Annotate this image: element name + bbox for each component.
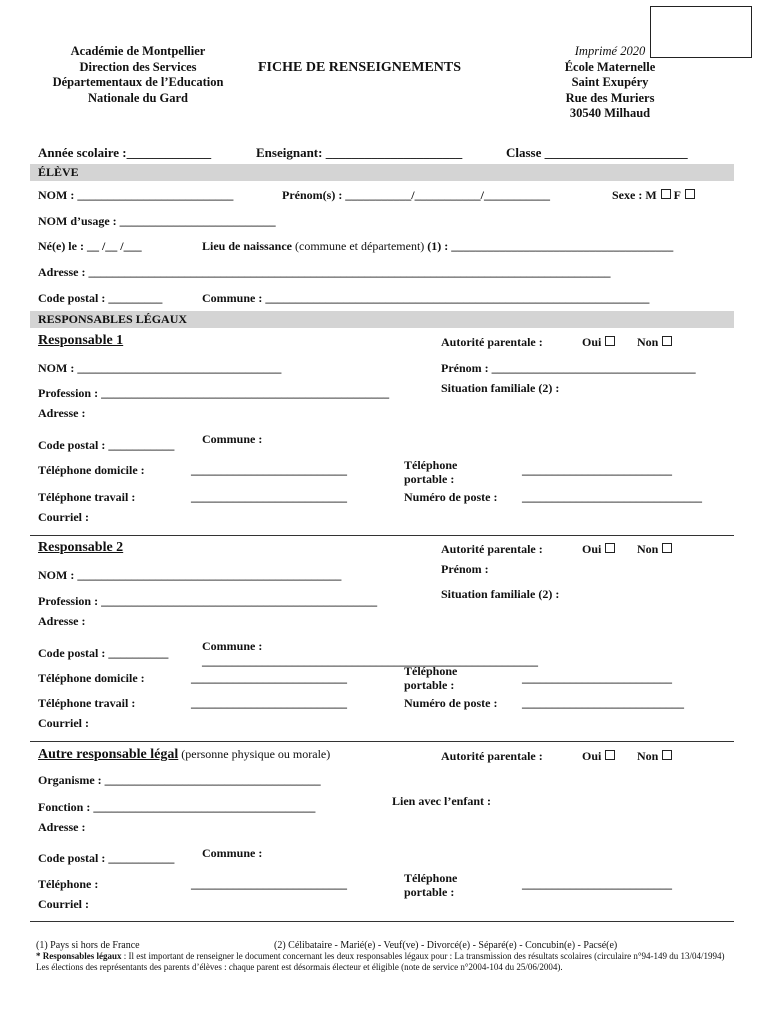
address-field[interactable]: Adresse : _______________________________________________________________________________________ — [38, 265, 611, 279]
sex-label: Sexe : M — [612, 188, 657, 202]
r1-address-label: Adresse : — [38, 406, 86, 420]
r2-mobile-label — [404, 664, 457, 692]
birthplace-label: Lieu de naissance — [202, 239, 293, 253]
organism-field[interactable]: Organisme : ____________________________________ — [38, 773, 321, 787]
r3-postal-code-field[interactable]: Code postal : ___________ — [38, 851, 175, 865]
r2-non-checkbox[interactable] — [662, 543, 672, 553]
r3-address-label: Adresse : — [38, 820, 86, 834]
r3-non-checkbox[interactable] — [662, 750, 672, 760]
school-line: Rue des Muriers — [565, 90, 655, 105]
r3-phone-label: Téléphone : — [38, 877, 99, 891]
r2-city-label: Commune : — [202, 639, 263, 653]
r1-autorite-label: Autorité parentale : — [441, 335, 543, 349]
school-line: École Maternelle — [564, 59, 656, 74]
r1-name-field[interactable]: NOM : __________________________________ — [38, 361, 282, 375]
sex-m-checkbox[interactable] — [661, 189, 671, 199]
section-eleve: ÉLÈVE — [30, 164, 734, 181]
other-responsible-label: Autre responsable légal — [38, 747, 179, 762]
r1-city-label: Commune : — [202, 432, 263, 446]
responsable-2-title: Responsable 2 — [38, 540, 124, 555]
child-link-label: Lien avec l’enfant : — [392, 794, 491, 808]
footnote-country: (1) Pays si hors de France — [36, 940, 140, 951]
birthdate-field[interactable]: Né(e) le : __ /__ /___ — [38, 239, 142, 253]
other-responsible-title — [38, 747, 330, 763]
r3-autorite-label: Autorité parentale : — [441, 749, 543, 763]
footnote-legal — [36, 951, 726, 973]
academy-line: Nationale du Gard — [87, 90, 188, 105]
class-field[interactable]: Classe ______________________ — [506, 145, 688, 160]
birthplace-field[interactable] — [202, 239, 673, 254]
school-line: 30540 Milhaud — [569, 106, 651, 120]
r2-firstname-label: Prénom : — [441, 562, 489, 576]
student-name-field[interactable]: NOM : __________________________ — [38, 188, 234, 202]
r2-work-phone-label: Téléphone travail : — [38, 696, 136, 710]
r2-postal-code-field[interactable]: Code postal : __________ — [38, 646, 169, 660]
birthplace-line: (1) : _____________________________________ — [427, 239, 674, 253]
academy-line: Académie de Montpellier — [70, 44, 206, 58]
oui-label: Oui — [582, 542, 602, 556]
r1-firstname-field[interactable]: Prénom : __________________________________ — [441, 361, 696, 375]
r2-autorite-label: Autorité parentale : — [441, 542, 543, 556]
sex-field — [612, 188, 695, 203]
r1-oui-checkbox[interactable] — [605, 336, 615, 346]
r1-extension-field[interactable]: ______________________________ — [522, 490, 702, 504]
r2-name-field[interactable]: NOM : ____________________________________________ — [38, 568, 342, 582]
section-divider — [30, 741, 734, 742]
r1-home-phone-label: Téléphone domicile : — [38, 463, 145, 477]
r2-extension-label: Numéro de poste : — [404, 696, 498, 710]
teacher-field[interactable]: Enseignant: _____________________ — [256, 145, 463, 160]
sex-f-checkbox[interactable] — [685, 189, 695, 199]
r2-situation-label: Situation familiale (2) : — [441, 587, 560, 601]
r2-profession-field[interactable]: Profession : ______________________________________________ — [38, 594, 378, 608]
r2-work-phone-field[interactable]: __________________________ — [191, 696, 347, 710]
r2-city-field[interactable]: ________________________________________________________ — [202, 654, 538, 668]
usage-name-field[interactable]: NOM d’usage : __________________________ — [38, 214, 276, 228]
academy-header — [38, 44, 238, 106]
r3-mobile-field[interactable]: _________________________ — [522, 877, 672, 891]
footnote-status: (2) Célibataire - Marié(e) - Veuf(ve) - Divorcé(e) - Séparé(e) - Concubin(e) - Pacsé(e) — [274, 940, 618, 951]
footnote-line-1 — [36, 940, 726, 951]
section-divider — [30, 921, 734, 922]
sex-f-label: F — [673, 188, 681, 202]
school-header — [520, 44, 700, 122]
other-responsible-subtitle: (personne physique ou morale) — [178, 747, 331, 761]
r3-oui-checkbox[interactable] — [605, 750, 615, 760]
section-divider — [30, 535, 734, 536]
footnote-legal-title: * Responsables légaux — [36, 951, 122, 961]
academy-line: Départementaux de l’Education — [52, 75, 224, 89]
r2-mobile-field[interactable]: _________________________ — [522, 671, 672, 685]
r1-postal-code-field[interactable]: Code postal : ___________ — [38, 438, 175, 452]
r1-non — [637, 335, 672, 350]
r2-oui-checkbox[interactable] — [605, 543, 615, 553]
r1-home-phone-field[interactable]: __________________________ — [191, 463, 347, 477]
printed-date: Imprimé 2020 — [574, 44, 646, 58]
r2-non — [637, 542, 672, 557]
mobile-label-line: portable : — [404, 678, 455, 692]
r2-email-label: Courriel : — [38, 716, 89, 730]
r1-work-phone-label: Téléphone travail : — [38, 490, 136, 504]
page-title: FICHE DE RENSEIGNEMENTS — [258, 60, 462, 75]
school-year-field[interactable]: Année scolaire :_____________ — [38, 145, 212, 160]
r3-email-label: Courriel : — [38, 897, 89, 911]
mobile-label-line: Téléphone — [404, 664, 458, 678]
mobile-label-line: Téléphone — [404, 871, 458, 885]
student-firstname-field[interactable]: Prénom(s) : ___________/___________/___________ — [282, 188, 550, 202]
mobile-label-line: portable : — [404, 885, 455, 899]
r2-home-phone-field[interactable]: __________________________ — [191, 671, 347, 685]
r2-home-phone-label: Téléphone domicile : — [38, 671, 145, 685]
non-label: Non — [637, 542, 659, 556]
r1-profession-field[interactable]: Profession : ________________________________________________ — [38, 386, 390, 400]
section-responsables: RESPONSABLES LÉGAUX — [30, 311, 734, 328]
r3-phone-field[interactable]: __________________________ — [191, 877, 347, 891]
r1-non-checkbox[interactable] — [662, 336, 672, 346]
function-field[interactable]: Fonction : _____________________________________ — [38, 800, 316, 814]
postal-code-field[interactable]: Code postal : _________ — [38, 291, 163, 305]
r3-oui — [582, 749, 615, 764]
footnote-legal-text: : Il est important de renseigner le document concernant les deux responsables légaux pour : La transmission des résultats scolaires (circulaire n°94-149 du 13/04/1994) Les élections des représentants des parents d’élèves : chaque parent est désormais électeur et éligible (note de service n°2004-104 du 25/06/2004). — [36, 951, 725, 972]
oui-label: Oui — [582, 335, 602, 349]
r2-extension-field[interactable]: ___________________________ — [522, 696, 684, 710]
birthplace-detail: (commune et département) — [292, 239, 428, 253]
r2-oui — [582, 542, 615, 557]
academy-line: Direction des Services — [79, 59, 197, 74]
r1-mobile-label — [404, 458, 457, 486]
city-field[interactable]: Commune : ________________________________________________________________ — [202, 291, 650, 305]
r1-mobile-field[interactable]: _________________________ — [522, 463, 672, 477]
non-label: Non — [637, 749, 659, 763]
r3-mobile-label — [404, 871, 457, 899]
school-line: Saint Exupéry — [571, 75, 649, 89]
r3-non — [637, 749, 672, 764]
r1-oui — [582, 335, 615, 350]
oui-label: Oui — [582, 749, 602, 763]
r1-email-label: Courriel : — [38, 510, 89, 524]
mobile-label-line: portable : — [404, 472, 455, 486]
r2-address-label: Adresse : — [38, 614, 86, 628]
mobile-label-line: Téléphone — [404, 458, 458, 472]
r3-city-label: Commune : — [202, 846, 263, 860]
r1-extension-label: Numéro de poste : — [404, 490, 498, 504]
r1-situation-label: Situation familiale (2) : — [441, 381, 560, 395]
r1-work-phone-field[interactable]: __________________________ — [191, 490, 347, 504]
non-label: Non — [637, 335, 659, 349]
responsable-1-title: Responsable 1 — [38, 333, 124, 348]
footnotes — [36, 940, 726, 973]
